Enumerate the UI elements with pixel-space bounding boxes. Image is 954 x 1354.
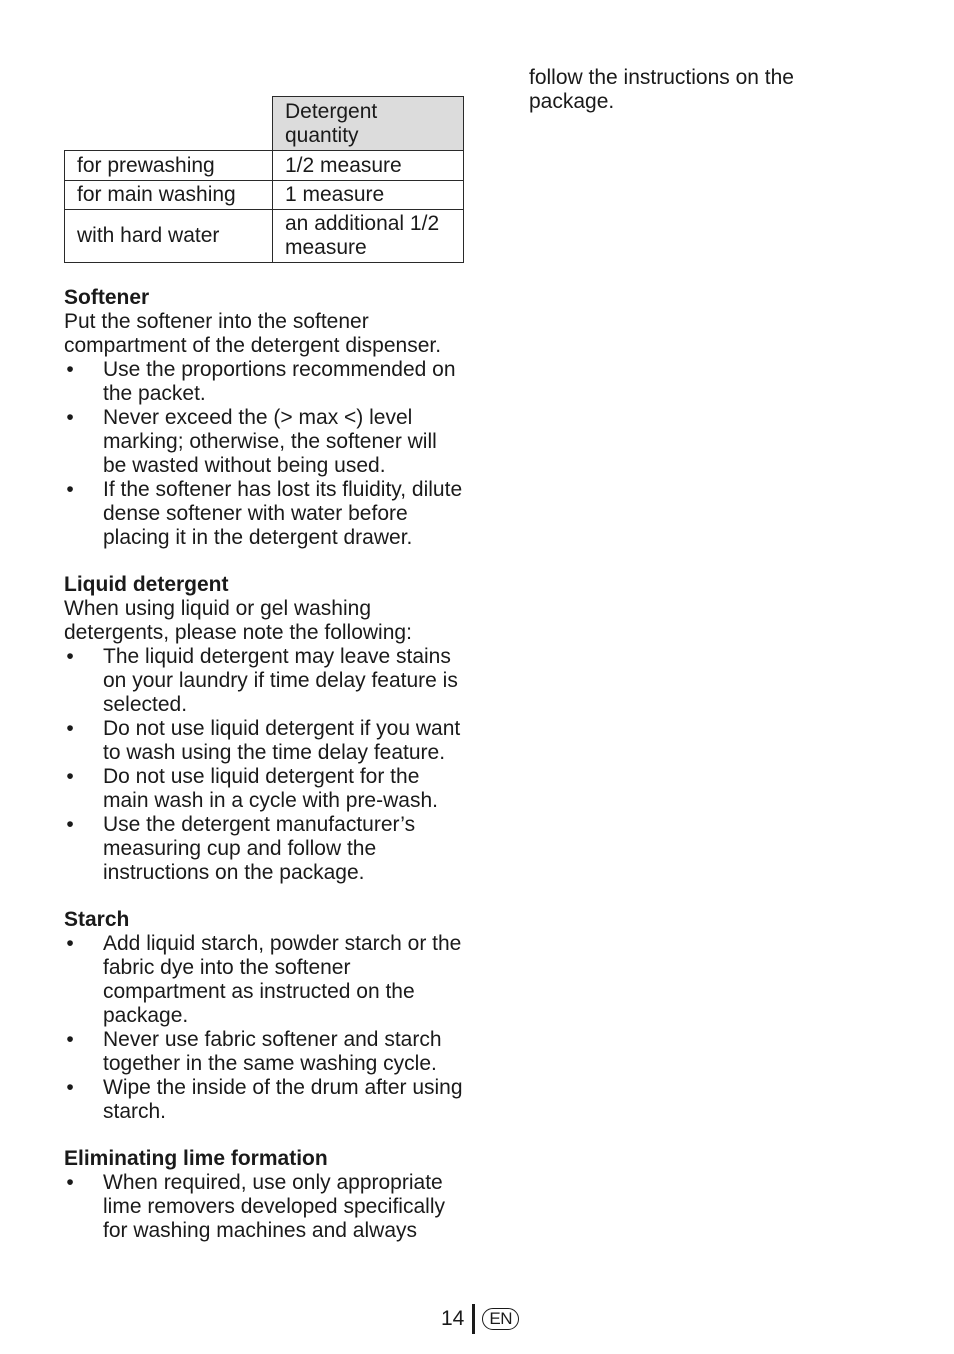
- section-heading: Softener: [64, 286, 150, 309]
- bullet-icon: •: [66, 765, 74, 788]
- table-row-label: with hard water: [65, 210, 273, 263]
- page-number: 14: [441, 1307, 465, 1330]
- page-footer: [441, 1304, 519, 1334]
- table-row: [65, 151, 464, 181]
- left-column: [64, 96, 464, 1243]
- bullet-icon: •: [66, 932, 74, 955]
- bullet-icon: •: [66, 645, 74, 668]
- table-row-value: 1 measure: [273, 181, 464, 210]
- table-row-value: 1/2 measure: [273, 151, 464, 181]
- bullet-icon: •: [66, 358, 74, 381]
- list-item-text: Never exceed the (> max <) level marking; otherwise, the softener will be wasted without being used.: [103, 406, 437, 477]
- table-header-row: [65, 97, 464, 151]
- right-column: [529, 66, 859, 114]
- bullet-icon: •: [66, 478, 74, 501]
- bullet-icon: •: [66, 406, 74, 429]
- list-item-text: Use the detergent manufacturer’s measuring cup and follow the instructions on the package.: [103, 813, 416, 884]
- bullet-icon: •: [66, 1028, 74, 1051]
- bullet-list: [64, 1171, 464, 1243]
- detergent-quantity-table: [64, 96, 464, 263]
- bullet-list: [64, 645, 464, 885]
- table-header-cell: Detergent quantity: [273, 97, 464, 151]
- table-corner-cell: [65, 97, 273, 151]
- list-item: [64, 645, 464, 717]
- continuation-text: follow the instructions on the package.: [529, 66, 794, 113]
- table-row: [65, 210, 464, 263]
- list-item: [64, 813, 464, 885]
- list-item-text: If the softener has lost its fluidity, dilute dense softener with water before placing it in the detergent drawer.: [103, 478, 463, 549]
- list-item-text: Add liquid starch, powder starch or the fabric dye into the softener compartment as instructed on the package.: [103, 932, 462, 1027]
- list-item: [64, 1076, 464, 1124]
- section-intro: When using liquid or gel washing detergents, please note the following:: [64, 597, 412, 644]
- bullet-icon: •: [66, 813, 74, 836]
- starch-section: [64, 908, 464, 1124]
- section-heading: Eliminating lime formation: [64, 1147, 328, 1170]
- divider: [472, 1304, 475, 1334]
- list-item: [64, 358, 464, 406]
- bullet-list: [64, 932, 464, 1124]
- list-item-text: Use the proportions recommended on the packet.: [103, 358, 456, 405]
- table-row-value: an additional 1/2 measure: [273, 210, 464, 263]
- section-heading: Liquid detergent: [64, 573, 229, 596]
- softener-section: [64, 286, 464, 550]
- list-item-text: Do not use liquid detergent for the main wash in a cycle with pre-wash.: [103, 765, 438, 812]
- list-item-text: The liquid detergent may leave stains on your laundry if time delay feature is selected.: [103, 645, 458, 716]
- list-item: [64, 765, 464, 813]
- list-item-text: Do not use liquid detergent if you want to wash using the time delay feature.: [103, 717, 461, 764]
- table-row: [65, 181, 464, 210]
- lime-section: [64, 1147, 464, 1243]
- list-item: [64, 932, 464, 1028]
- section-heading: Starch: [64, 908, 130, 931]
- section-intro: Put the softener into the softener compartment of the detergent dispenser.: [64, 310, 442, 357]
- list-item-text: Wipe the inside of the drum after using starch.: [103, 1076, 463, 1123]
- list-item-text: When required, use only appropriate lime removers developed specifically for washing machines and always: [103, 1171, 445, 1242]
- bullet-icon: •: [66, 1171, 74, 1194]
- list-item: [64, 478, 464, 550]
- list-item: [64, 1171, 464, 1243]
- table-row-label: for main washing: [65, 181, 273, 210]
- list-item: [64, 717, 464, 765]
- list-item-text: Never use fabric softener and starch together in the same washing cycle.: [103, 1028, 442, 1075]
- liquid-detergent-section: [64, 573, 464, 885]
- bullet-icon: •: [66, 1076, 74, 1099]
- bullet-list: [64, 358, 464, 550]
- table-row-label: for prewashing: [65, 151, 273, 181]
- list-item: [64, 1028, 464, 1076]
- list-item: [64, 406, 464, 478]
- bullet-icon: •: [66, 717, 74, 740]
- language-badge: EN: [482, 1308, 519, 1330]
